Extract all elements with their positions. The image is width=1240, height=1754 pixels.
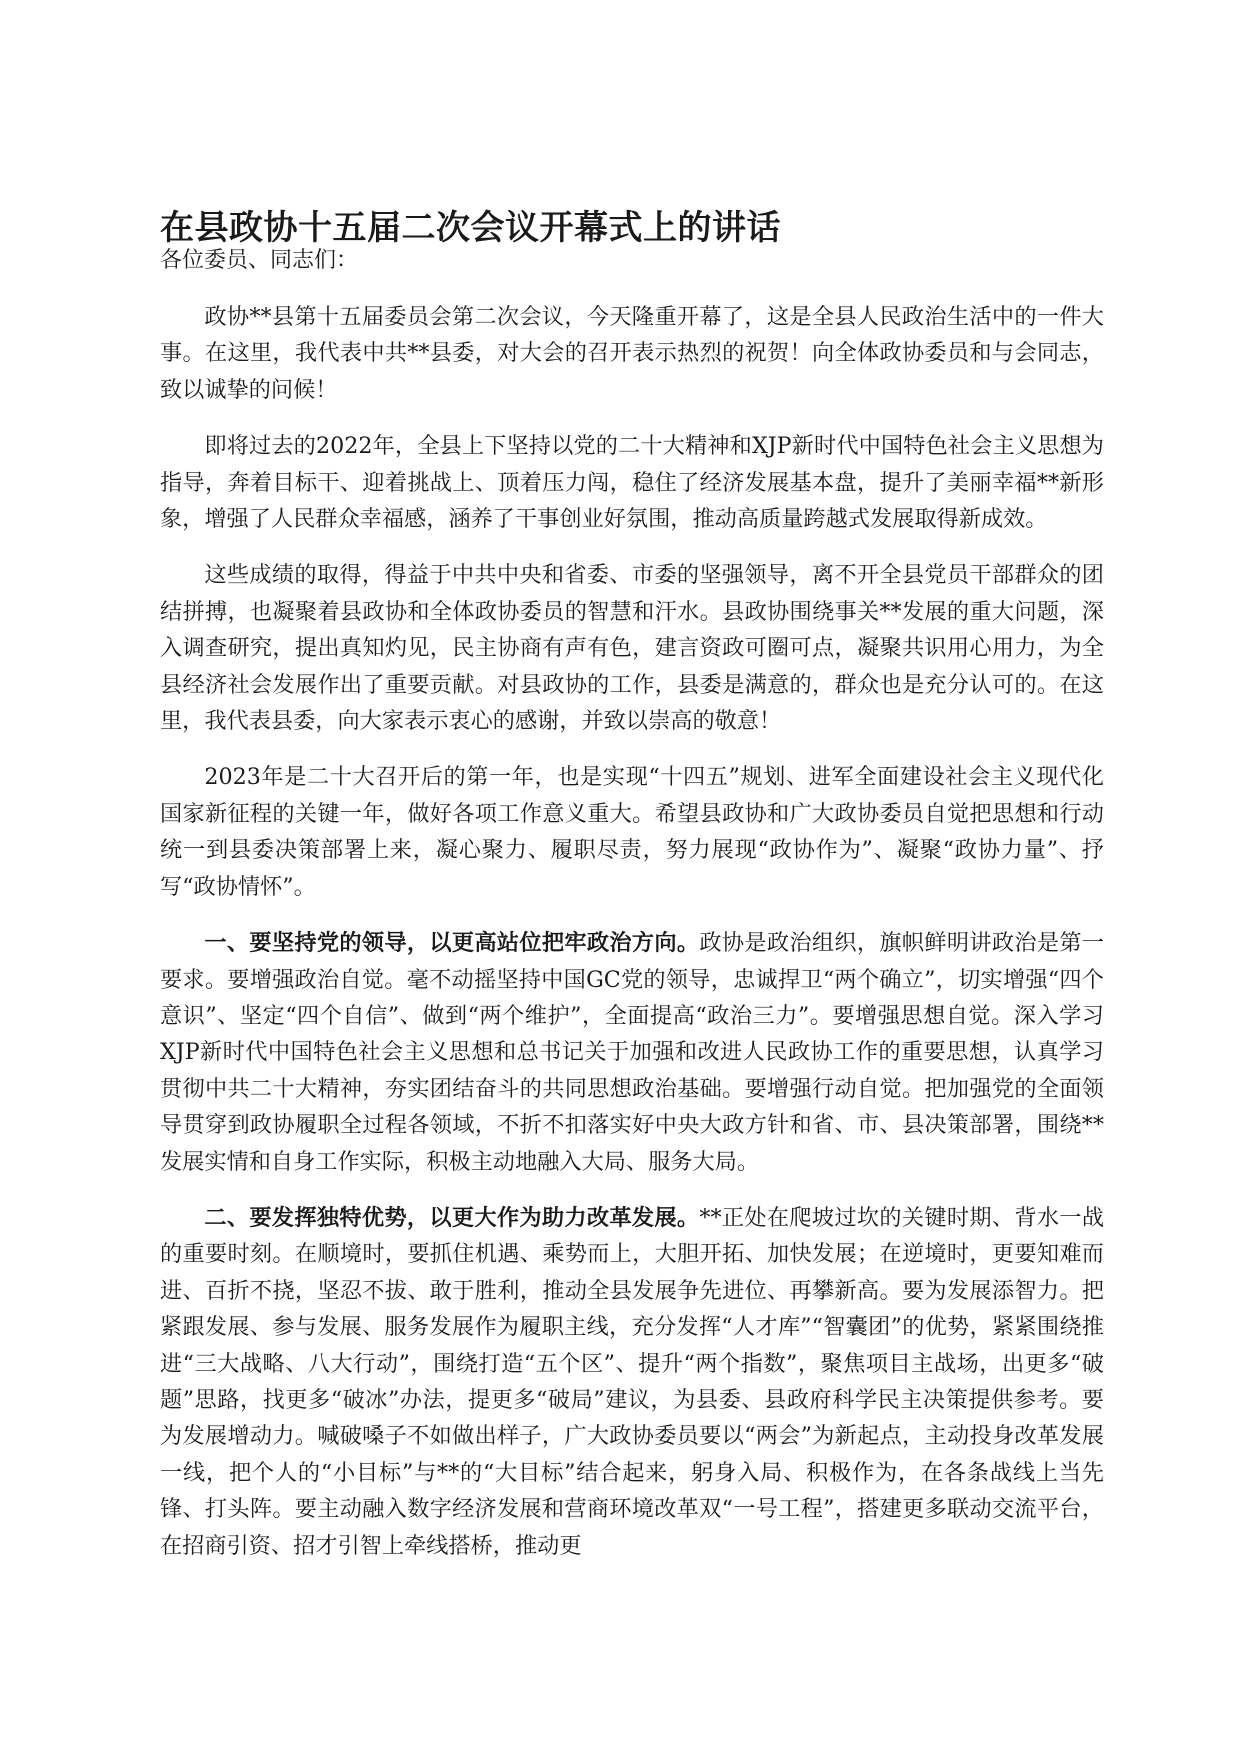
document-title: 在县政协十五届二次会议开幕式上的讲话 xyxy=(160,208,781,248)
document-body xyxy=(160,243,1104,1564)
paragraph-text: 2023年是二十大召开后的第一年，也是实现“十四五”规划、进军全面建设社会主义现代化国家新征程的关键一年，做好各项工作意义重大。希望县政协和广大政协委员自觉把思想和行动统一到县委决策部署上来，凝心聚力、履职尽责，努力展现“政协作为”、凝聚“政协力量”、抒写“政协情怀”。 xyxy=(160,764,1104,900)
section-heading-two: 二、要发挥独特优势，以更大作为助力改革发展。 xyxy=(204,1204,700,1231)
paragraph-text: 即将过去的2022年，全县上下坚持以党的二十大精神和XJP新时代中国特色社会主义思想为指导，奔着目标干、迎着挑战上、顶着压力闯，稳住了经济发展基本盘，提升了美丽幸福**新形象，增强了人民群众幸福感，涵养了干事创业好氛围，推动高质量跨越式发展取得新成效。 xyxy=(160,433,1104,533)
paragraph-text: 政协是政治组织，旗帜鲜明讲政治是第一要求。要增强政治自觉。毫不动摇坚持中国GC党的领导，忠诚捍卫“两个确立”，切实增强“四个意识”、坚定“四个自信”、做到“两个维护”，全面提高“政治三力”。要增强思想自觉。深入学习XJP新时代中国特色社会主义思想和总书记关于加强和改进人民政协工作的重要思想，认真学习贯彻中共二十大精神，夯实团结奋斗的共同思想政治基础。要增强行动自觉。把加强党的全面领导贯穿到政协履职全过程各领域，不折不扣落实好中央大政方针和省、市、县决策部署，围绕**发展实情和自身工作实际，积极主动地融入大局、服务大局。 xyxy=(160,930,1105,1175)
paragraph-2023-outlook xyxy=(160,759,1104,905)
paragraph-text: **正处在爬坡过坎的关键时期、背水一战的重要时刻。在顺境时，要抓住机遇、乘势而上，大胆开拓、加快发展；在逆境时，更要知难而进、百折不挠，坚忍不拔、敢于胜利，推动全县发展争先进位、再攀新高。要为发展添智力。把紧跟发展、参与发展、服务发展作为履职主线，充分发挥“人才库”“智囊团”的优势，紧紧围绕推进“三大战略、八大行动”，围绕打造“五个区”、提升“两个指数”，聚焦项目主战场，出更多“破题”思路，找更多“破冰”办法，提更多“破局”建议，为县委、县政府科学民主决策提供参考。要为发展增动力。喊破嗓子不如做出样子，广大政协委员要以“两会”为新起点，主动投身改革发展一线，把个人的“小目标”与**的“大目标”结合起来，躬身入局、积极作为，在各条战线上当先锋、打头阵。要主动融入数字经济发展和营商环境改革双“一号工程”，搭建更多联动交流平台，在招商引资、招才引智上牵线搭桥，推动更 xyxy=(160,1204,1105,1559)
section-heading-one: 一、要坚持党的领导，以更高站位把牢政治方向。 xyxy=(204,930,700,957)
paragraph-point-one xyxy=(160,925,1104,1180)
paragraph-thanks xyxy=(160,557,1104,739)
paragraph-text: 政协**县第十五届委员会第二次会议，今天隆重开幕了，这是全县人民政治生活中的一件大事。在这里，我代表中共**县委，对大会的召开表示热烈的祝贺！向全体政协委员和与会同志，致以诚挚的问候！ xyxy=(160,304,1104,403)
paragraph-text: 这些成绩的取得，得益于中共中央和省委、市委的坚强领导，离不开全县党员干部群众的团结拼搏，也凝聚着县政协和全体政协委员的智慧和汗水。县政协围绕事关**发展的重大问题，深入调查研究，提出真知灼见，民主协商有声有色，建言资政可圈可点，凝聚共识用心用力，为全县经济社会发展作出了重要贡献。对县政协的工作，县委是满意的，群众也是充分认可的。在这里，我代表县委，向大家表示衷心的感谢，并致以崇高的敬意！ xyxy=(160,562,1104,735)
paragraph-point-two xyxy=(160,1200,1104,1564)
paragraph-opening xyxy=(160,299,1104,408)
salutation: 各位委员、同志们： xyxy=(160,248,359,273)
paragraph-achievements xyxy=(160,428,1104,537)
